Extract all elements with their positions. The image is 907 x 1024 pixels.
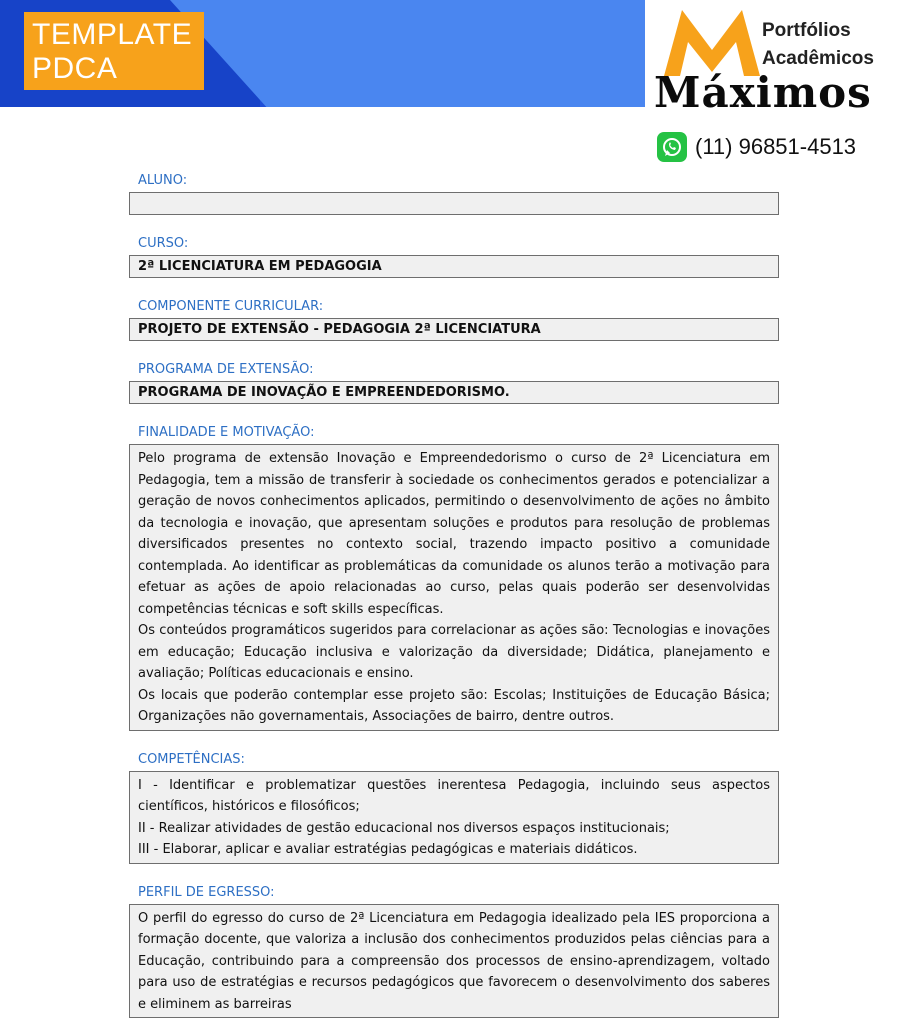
competencia-item-3: III - Elaborar, aplicar e avaliar estratégias pedagógicas e materiais didáticos. bbox=[138, 842, 638, 857]
finalidade-label: FINALIDADE E MOTIVAÇÃO: bbox=[138, 425, 315, 440]
competencias-label: COMPETÊNCIAS: bbox=[138, 751, 245, 767]
whatsapp-icon bbox=[657, 132, 687, 162]
finalidade-paragraph-1: Pelo programa de extensão Inovação e Empreendedorismo o curso de 2ª Licenciatura em Pedagogia, tem a missão de transferir à sociedade os conhecimentos gerados e potencializar a geração de novos conhecimentos aplicados, permitindo o desenvolvimento de ações no âmbito da tecnologia e inovação, que apresentam soluções e produtos para resolução de problemas diversificados presentes no contexto social, trazendo impacto positivo a comunidade contemplada. Ao identificar as problemáticas da comunidade os alunos terão a motivação para efetuar as ações de apoio relacionadas ao curso, pelas quais poderão ser desenvolvidas competências técnicas e soft skills específicas. bbox=[138, 451, 770, 617]
template-badge bbox=[24, 12, 204, 90]
badge-line-1: TEMPLATE bbox=[32, 18, 193, 51]
m-logo-icon bbox=[664, 6, 764, 76]
phone-contact[interactable] bbox=[657, 132, 856, 162]
finalidade-paragraph-3: Os locais que poderão contemplar esse projeto são: Escolas; Instituições de Educação Básica; Organizações não governamentais, Associações de bairro, dentre outros. bbox=[138, 687, 770, 724]
perfil-field[interactable] bbox=[129, 904, 779, 1019]
competencia-item-2: II - Realizar atividades de gestão educacional nos diversos espaços institucionais; bbox=[138, 820, 670, 836]
logo-text-portfolios: Portfólios bbox=[762, 20, 851, 41]
logo-text-maximos: Máximos bbox=[654, 68, 872, 117]
pdca-form bbox=[129, 172, 779, 1018]
programa-field[interactable]: PROGRAMA DE INOVAÇÃO E EMPREENDEDORISMO. bbox=[129, 381, 779, 404]
badge-line-2: PDCA bbox=[32, 52, 118, 85]
finalidade-paragraph-2: Os conteúdos programáticos sugeridos para correlacionar as ações são: Tecnologias e inovações em educação; Educação inclusiva e valorização da diversidade; Didática, planejamento e avaliação; Políticas educacionais e ensino. bbox=[138, 623, 770, 681]
header-banner bbox=[0, 0, 645, 107]
aluno-label: ALUNO: bbox=[138, 173, 188, 188]
phone-number: (11) 96851-4513 bbox=[695, 134, 857, 159]
perfil-paragraph-1: O perfil do egresso do curso de 2ª Licenciatura em Pedagogia idealizado pela IES proporciona a formação docente, que valoriza a inclusão dos conhecimentos produzidos pelas ciências para a Educação, contribuindo para a compreensão dos processos de ensino-aprendizagem, voltado para uso de estratégias e recursos pedagógicos que favorecem o desenvolvimento dos saberes e eliminem as barreiras bbox=[138, 910, 770, 1012]
curso-label: CURSO: bbox=[138, 236, 189, 251]
componente-label: COMPONENTE CURRICULAR: bbox=[138, 299, 324, 314]
logo-text-academicos: Acadêmicos bbox=[762, 48, 874, 69]
competencia-item-1: I - Identificar e problematizar questões inerentesa Pedagogia, incluindo seus aspectos científicos, históricos e filosóficos; bbox=[138, 777, 770, 814]
componente-field[interactable]: PROJETO DE EXTENSÃO - PEDAGOGIA 2ª LICENCIATURA bbox=[129, 318, 779, 341]
programa-label: PROGRAMA DE EXTENSÃO: bbox=[138, 362, 314, 377]
aluno-field[interactable] bbox=[129, 192, 779, 215]
curso-field[interactable]: 2ª LICENCIATURA EM PEDAGOGIA bbox=[129, 255, 779, 278]
competencias-field[interactable] bbox=[129, 771, 779, 864]
finalidade-field[interactable] bbox=[129, 444, 779, 731]
brand-logo bbox=[650, 0, 907, 130]
perfil-label: PERFIL DE EGRESSO: bbox=[138, 884, 275, 900]
